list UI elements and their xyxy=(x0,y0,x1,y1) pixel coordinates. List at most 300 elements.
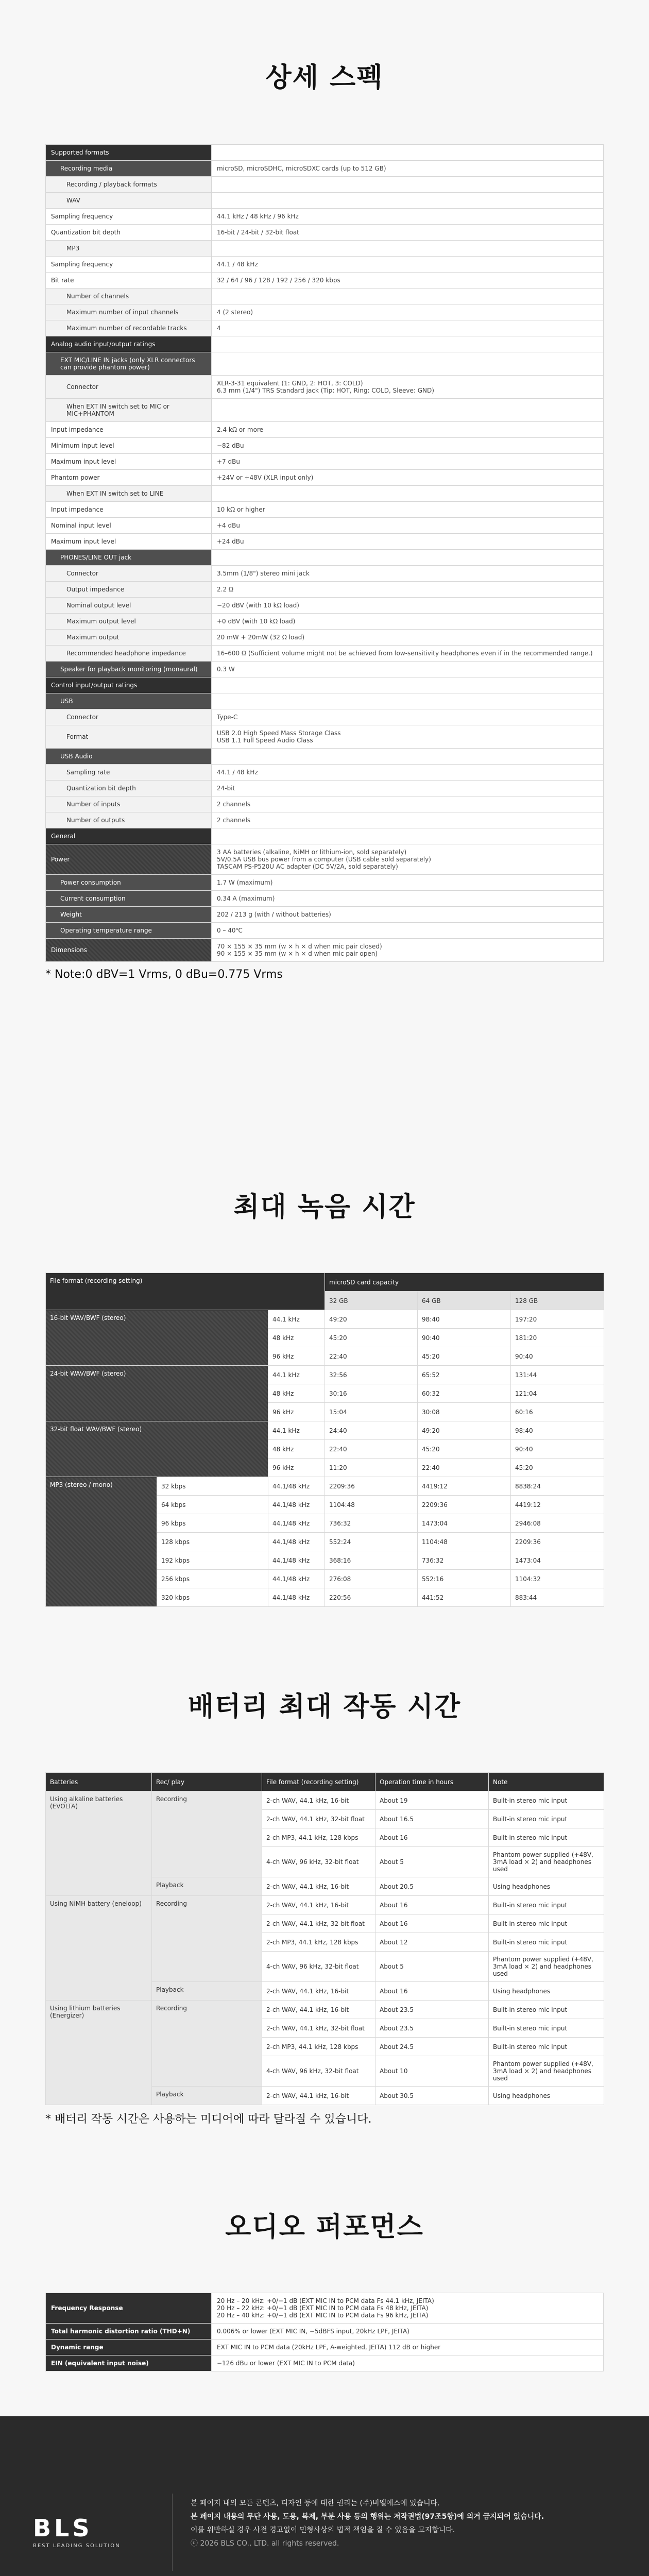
footer-copyright: ⓒ 2026 BLS CO., LTD. all rights reserved. xyxy=(191,2539,339,2548)
spec-row xyxy=(46,923,604,939)
spec-value xyxy=(212,486,604,502)
spec-value: 44.1 kHz / 48 kHz / 96 kHz xyxy=(212,209,604,225)
spec-key: Operating temperature range xyxy=(46,923,212,939)
spec-key: Sampling frequency xyxy=(46,257,212,273)
spec-value xyxy=(212,399,604,422)
battery-mode: Playback xyxy=(152,2087,262,2105)
spec-value: +24V or +48V (XLR input only) xyxy=(212,470,604,486)
capacity-label: 64 GB xyxy=(418,1292,511,1310)
audio-key: Frequency Response xyxy=(46,2293,212,2324)
battery-note-cell: Built-in stereo mic input xyxy=(489,1933,604,1952)
spec-value: −82 dBu xyxy=(212,438,604,454)
spec-value: 4 xyxy=(212,320,604,336)
spec-value: XLR-3-31 equivalent (1: GND, 2: HOT, 3: COLD) 6.3 mm (1/4") TRS Standard jack (Tip: HOT, Ring: COLD, Sleeve: GND) xyxy=(212,376,604,399)
battery-note-cell: Phantom power supplied (+48V, 3mA load × 2) and headphones used xyxy=(489,1952,604,1982)
battery-header: Batteries xyxy=(46,1773,152,1791)
recording-bitrate: 96 kbps xyxy=(157,1514,268,1533)
battery-mode: Recording xyxy=(152,2001,262,2087)
spec-value: 44.1 / 48 kHz xyxy=(212,257,604,273)
audio-section-title: 오디오 퍼포먼스 xyxy=(225,2212,424,2243)
recording-rate: 48 kHz xyxy=(268,1384,325,1403)
spec-value: 16–600 Ω (Sufficient volume might not be achieved from low-sensitivity headphones even if in the recommended range.) xyxy=(212,646,604,662)
spec-value xyxy=(212,550,604,566)
spec-key: PHONES/LINE OUT jack xyxy=(46,550,212,566)
spec-key: Phantom power xyxy=(46,470,212,486)
recording-time-value: 90:40 xyxy=(511,1440,604,1459)
recording-header-format: File format (recording setting) xyxy=(46,1273,325,1310)
spec-key: Recording / playback formats xyxy=(46,177,212,193)
battery-time: About 23.5 xyxy=(375,2001,489,2019)
spec-table xyxy=(45,144,604,962)
recording-rate: 44.1/48 kHz xyxy=(268,1477,325,1496)
spec-value xyxy=(212,828,604,844)
footer-line: 본 페이지 내용의 무단 사용, 도용, 복제, 부분 사용 등의 행위는 저작권법(97조5항)에 의거 금지되어 있습니다. xyxy=(191,2513,544,2521)
recording-rate: 44.1 kHz xyxy=(268,1366,325,1384)
battery-note: * 배터리 작동 시간은 사용하는 미디어에 따라 달라질 수 있습니다. xyxy=(45,2113,372,2126)
audio-row xyxy=(46,2293,604,2324)
recording-time-value: 4419:12 xyxy=(511,1496,604,1514)
battery-format: 2-ch WAV, 44.1 kHz, 16-bit xyxy=(262,1791,375,1810)
recording-format-group: 24-bit WAV/BWF (stereo) xyxy=(46,1366,268,1421)
spec-row xyxy=(46,486,604,502)
spec-value xyxy=(212,193,604,209)
spec-row xyxy=(46,781,604,796)
recording-time-value: 276:08 xyxy=(325,1570,418,1588)
battery-row xyxy=(46,2001,604,2019)
spec-value xyxy=(212,145,604,161)
spec-row xyxy=(46,225,604,241)
spec-value: Type-C xyxy=(212,709,604,725)
recording-row xyxy=(46,1477,604,1496)
spec-row xyxy=(46,907,604,923)
audio-row xyxy=(46,2324,604,2340)
spec-row xyxy=(46,470,604,486)
spec-row xyxy=(46,598,604,614)
recording-rate: 44.1/48 kHz xyxy=(268,1551,325,1570)
spec-value xyxy=(212,241,604,257)
recording-time-value: 22:40 xyxy=(325,1347,418,1366)
battery-format: 2-ch WAV, 44.1 kHz, 16-bit xyxy=(262,1896,375,1914)
recording-row xyxy=(46,1366,604,1384)
battery-type: Using lithium batteries (Energizer) xyxy=(46,2001,152,2105)
recording-time-value: 30:16 xyxy=(325,1384,418,1403)
battery-row xyxy=(46,1896,604,1914)
spec-row xyxy=(46,875,604,891)
battery-time: About 30.5 xyxy=(375,2087,489,2105)
spec-value xyxy=(212,177,604,193)
battery-format: 2-ch WAV, 44.1 kHz, 16-bit xyxy=(262,1877,375,1896)
spec-row xyxy=(46,550,604,566)
recording-bitrate: 320 kbps xyxy=(157,1588,268,1607)
spec-key: Minimum input level xyxy=(46,438,212,454)
battery-mode: Playback xyxy=(152,1877,262,1896)
recording-rate: 96 kHz xyxy=(268,1459,325,1477)
capacity-label: 32 GB xyxy=(325,1292,418,1310)
spec-key: Maximum input level xyxy=(46,454,212,470)
audio-row xyxy=(46,2355,604,2371)
recording-rate: 44.1/48 kHz xyxy=(268,1514,325,1533)
spec-row xyxy=(46,725,604,749)
footer xyxy=(0,2416,649,2576)
spec-section-title: 상세 스펙 xyxy=(265,62,384,93)
battery-mode: Recording xyxy=(152,1896,262,1982)
spec-key: USB Audio xyxy=(46,749,212,765)
battery-time: About 23.5 xyxy=(375,2019,489,2038)
audio-table-container xyxy=(45,2293,604,2371)
battery-mode: Playback xyxy=(152,1982,262,2001)
battery-header: File format (recording setting) xyxy=(262,1773,375,1791)
spec-row xyxy=(46,614,604,630)
recording-time-value: 60:32 xyxy=(418,1384,511,1403)
recording-time-table xyxy=(45,1273,604,1607)
spec-value xyxy=(212,749,604,765)
battery-section-title: 배터리 최대 작동 시간 xyxy=(187,1691,462,1722)
bls-logo xyxy=(33,2514,121,2549)
spec-row xyxy=(46,646,604,662)
recording-time-value: 883:44 xyxy=(511,1588,604,1607)
recording-time-value: 736:32 xyxy=(418,1551,511,1570)
battery-time: About 16 xyxy=(375,1982,489,2001)
recording-time-value: 90:40 xyxy=(418,1329,511,1347)
audio-value: 20 Hz – 20 kHz: +0/−1 dB (EXT MIC IN to PCM data Fs 44.1 kHz, JEITA) 20 Hz – 22 kHz: +0/−1 dB (EXT MIC IN to PCM data Fs 48 kHz, JEITA) 20 Hz – 40 kHz: +0/−1 dB (EXT MIC IN to PCM data Fs 96 kHz, JEITA) xyxy=(212,2293,604,2324)
recording-rate: 44.1/48 kHz xyxy=(268,1533,325,1551)
spec-row xyxy=(46,376,604,399)
recording-time-value: 368:16 xyxy=(325,1551,418,1570)
spec-row xyxy=(46,454,604,470)
recording-bitrate: 256 kbps xyxy=(157,1570,268,1588)
recording-time-value: 552:24 xyxy=(325,1533,418,1551)
spec-key: Sampling frequency xyxy=(46,209,212,225)
spec-key: Maximum number of recordable tracks xyxy=(46,320,212,336)
battery-time: About 16 xyxy=(375,1914,489,1933)
battery-note-cell: Built-in stereo mic input xyxy=(489,2001,604,2019)
recording-time-value: 197:20 xyxy=(511,1310,604,1329)
spec-value: 32 / 64 / 96 / 128 / 192 / 256 / 320 kbps xyxy=(212,273,604,289)
spec-key: Quantization bit depth xyxy=(46,225,212,241)
spec-table-container xyxy=(45,144,604,981)
recording-rate: 48 kHz xyxy=(268,1440,325,1459)
recording-time-value: 131:44 xyxy=(511,1366,604,1384)
recording-rate: 44.1 kHz xyxy=(268,1310,325,1329)
recording-rate: 44.1/48 kHz xyxy=(268,1496,325,1514)
spec-key: Power xyxy=(46,844,212,875)
battery-note-cell: Built-in stereo mic input xyxy=(489,1810,604,1828)
spec-key: Output impedance xyxy=(46,582,212,598)
battery-format: 2-ch WAV, 44.1 kHz, 16-bit xyxy=(262,2087,375,2105)
battery-mode: Recording xyxy=(152,1791,262,1877)
spec-key: Quantization bit depth xyxy=(46,781,212,796)
spec-row xyxy=(46,939,604,962)
spec-value: 0.34 A (maximum) xyxy=(212,891,604,907)
battery-header: Operation time in hours xyxy=(375,1773,489,1791)
spec-key: Weight xyxy=(46,907,212,923)
battery-format: 2-ch WAV, 44.1 kHz, 32-bit float xyxy=(262,1810,375,1828)
spec-value xyxy=(212,289,604,304)
recording-section-title: 최대 녹음 시간 xyxy=(233,1192,416,1223)
recording-bitrate: 32 kbps xyxy=(157,1477,268,1496)
spec-value xyxy=(212,693,604,709)
battery-type: Using NiMH battery (eneloop) xyxy=(46,1896,152,2001)
spec-key: Recommended headphone impedance xyxy=(46,646,212,662)
spec-row xyxy=(46,749,604,765)
spec-key: Connector xyxy=(46,709,212,725)
spec-value xyxy=(212,352,604,376)
spec-key: USB xyxy=(46,693,212,709)
recording-time-value: 65:52 xyxy=(418,1366,511,1384)
spec-value: 10 kΩ or higher xyxy=(212,502,604,518)
battery-row xyxy=(46,1791,604,1810)
recording-time-value: 441:52 xyxy=(418,1588,511,1607)
battery-time: About 16 xyxy=(375,1828,489,1847)
recording-rate: 44.1/48 kHz xyxy=(268,1570,325,1588)
spec-row xyxy=(46,177,604,193)
recording-bitrate: 128 kbps xyxy=(157,1533,268,1551)
battery-note-cell: Built-in stereo mic input xyxy=(489,1828,604,1847)
spec-value: 1.7 W (maximum) xyxy=(212,875,604,891)
footer-divider xyxy=(172,2494,173,2571)
spec-row xyxy=(46,422,604,438)
spec-value: +4 dBu xyxy=(212,518,604,534)
battery-format: 2-ch MP3, 44.1 kHz, 128 kbps xyxy=(262,1933,375,1952)
spec-key: EXT MIC/LINE IN jacks (only XLR connectors can provide phantom power) xyxy=(46,352,212,376)
battery-format: 4-ch WAV, 96 kHz, 32-bit float xyxy=(262,2056,375,2087)
footer-line: 본 페이지 내의 모든 콘텐츠, 디자인 등에 대한 권리는 (주)비엘에스에 있습니다. xyxy=(191,2499,440,2507)
battery-header: Note xyxy=(489,1773,604,1791)
recording-time-value: 2209:36 xyxy=(511,1533,604,1551)
recording-time-value: 32:56 xyxy=(325,1366,418,1384)
recording-time-value: 45:20 xyxy=(418,1440,511,1459)
spec-row xyxy=(46,320,604,336)
recording-time-value: 49:20 xyxy=(418,1421,511,1440)
spec-row xyxy=(46,765,604,781)
spec-value: 70 × 155 × 35 mm (w × h × d when mic pair closed) 90 × 155 × 35 mm (w × h × d when mic pair open) xyxy=(212,939,604,962)
battery-table-container xyxy=(45,1772,604,2126)
logo-tagline: BEST LEADING SOLUTION xyxy=(33,2543,121,2549)
recording-format-group: 32-bit float WAV/BWF (stereo) xyxy=(46,1421,268,1477)
spec-value: +7 dBu xyxy=(212,454,604,470)
spec-key: Analog audio input/output ratings xyxy=(46,336,212,352)
audio-key: Total harmonic distortion ratio (THD+N) xyxy=(46,2324,212,2340)
recording-time-value: 98:40 xyxy=(418,1310,511,1329)
spec-key: Nominal input level xyxy=(46,518,212,534)
recording-header-capacity: microSD card capacity xyxy=(325,1273,604,1292)
spec-key: Recording media xyxy=(46,161,212,177)
spec-key: Maximum number of input channels xyxy=(46,304,212,320)
recording-time-value: 49:20 xyxy=(325,1310,418,1329)
recording-table-container xyxy=(45,1273,604,1607)
battery-time: About 10 xyxy=(375,2056,489,2087)
footer-legal xyxy=(191,2497,544,2550)
spec-value xyxy=(212,677,604,693)
battery-note-cell: Built-in stereo mic input xyxy=(489,2038,604,2056)
audio-value: 0.006% or lower (EXT MIC IN, −5dBFS input, 20kHz LPF, JEITA) xyxy=(212,2324,604,2340)
recording-time-value: 60:16 xyxy=(511,1403,604,1421)
spec-key: Bit rate xyxy=(46,273,212,289)
spec-key: General xyxy=(46,828,212,844)
battery-format: 2-ch WAV, 44.1 kHz, 32-bit float xyxy=(262,2019,375,2038)
recording-time-value: 1104:48 xyxy=(418,1533,511,1551)
battery-note-cell: Using headphones xyxy=(489,2087,604,2105)
battery-format: 2-ch WAV, 44.1 kHz, 16-bit xyxy=(262,1982,375,2001)
recording-time-value: 8838:24 xyxy=(511,1477,604,1496)
spec-value: 2.2 Ω xyxy=(212,582,604,598)
spec-note: * Note:0 dBV=1 Vrms, 0 dBu=0.775 Vrms xyxy=(45,968,283,981)
battery-time-table xyxy=(45,1772,604,2105)
spec-value: 2.4 kΩ or more xyxy=(212,422,604,438)
spec-row xyxy=(46,812,604,828)
audio-row xyxy=(46,2340,604,2355)
recording-time-value: 220:56 xyxy=(325,1588,418,1607)
spec-value: 3.5mm (1/8") stereo mini jack xyxy=(212,566,604,582)
spec-key: MP3 xyxy=(46,241,212,257)
recording-time-value: 15:04 xyxy=(325,1403,418,1421)
recording-time-value: 1104:48 xyxy=(325,1496,418,1514)
recording-rate: 44.1/48 kHz xyxy=(268,1588,325,1607)
battery-note-cell: Phantom power supplied (+48V, 3mA load × 2) and headphones used xyxy=(489,2056,604,2087)
recording-time-value: 2946:08 xyxy=(511,1514,604,1533)
spec-value: −20 dBV (with 10 kΩ load) xyxy=(212,598,604,614)
battery-time: About 12 xyxy=(375,1933,489,1952)
recording-time-value: 45:20 xyxy=(418,1347,511,1366)
audio-value: −126 dBu or lower (EXT MIC IN to PCM data) xyxy=(212,2355,604,2371)
battery-time: About 5 xyxy=(375,1847,489,1877)
battery-note-cell: Using headphones xyxy=(489,1877,604,1896)
audio-key: EIN (equivalent input noise) xyxy=(46,2355,212,2371)
battery-format: 2-ch WAV, 44.1 kHz, 16-bit xyxy=(262,2001,375,2019)
spec-row xyxy=(46,662,604,677)
spec-key: Maximum output xyxy=(46,630,212,646)
spec-key: WAV xyxy=(46,193,212,209)
battery-time: About 16.5 xyxy=(375,1810,489,1828)
audio-performance-table xyxy=(45,2293,604,2371)
spec-row xyxy=(46,336,604,352)
battery-format: 2-ch WAV, 44.1 kHz, 32-bit float xyxy=(262,1914,375,1933)
spec-row xyxy=(46,289,604,304)
recording-time-value: 45:20 xyxy=(511,1459,604,1477)
spec-key: Number of outputs xyxy=(46,812,212,828)
recording-time-value: 1473:04 xyxy=(511,1551,604,1570)
battery-format: 4-ch WAV, 96 kHz, 32-bit float xyxy=(262,1847,375,1877)
spec-value: 44.1 / 48 kHz xyxy=(212,765,604,781)
battery-time: About 16 xyxy=(375,1896,489,1914)
battery-note-cell: Built-in stereo mic input xyxy=(489,1896,604,1914)
recording-time-value: 4419:12 xyxy=(418,1477,511,1496)
spec-key: Maximum input level xyxy=(46,534,212,550)
recording-time-value: 98:40 xyxy=(511,1421,604,1440)
spec-row xyxy=(46,209,604,225)
recording-time-value: 2209:36 xyxy=(325,1477,418,1496)
spec-row xyxy=(46,304,604,320)
spec-key: Format xyxy=(46,725,212,749)
spec-value: 24-bit xyxy=(212,781,604,796)
spec-row xyxy=(46,352,604,376)
recording-time-value: 22:40 xyxy=(325,1440,418,1459)
recording-time-value: 181:20 xyxy=(511,1329,604,1347)
battery-type: Using alkaline batteries (EVOLTA) xyxy=(46,1791,152,1896)
spec-row xyxy=(46,709,604,725)
battery-header: Rec/ play xyxy=(152,1773,262,1791)
recording-time-value: 22:40 xyxy=(418,1459,511,1477)
spec-value: USB 2.0 High Speed Mass Storage Class USB 1.1 Full Speed Audio Class xyxy=(212,725,604,749)
capacity-label: 128 GB xyxy=(511,1292,604,1310)
recording-format-group: 16-bit WAV/BWF (stereo) xyxy=(46,1310,268,1366)
spec-key: Nominal output level xyxy=(46,598,212,614)
recording-time-value: 11:20 xyxy=(325,1459,418,1477)
spec-row xyxy=(46,677,604,693)
spec-value: 0 – 40℃ xyxy=(212,923,604,939)
spec-value: 20 mW + 20mW (32 Ω load) xyxy=(212,630,604,646)
recording-bitrate: 64 kbps xyxy=(157,1496,268,1514)
recording-rate: 96 kHz xyxy=(268,1347,325,1366)
recording-time-value: 30:08 xyxy=(418,1403,511,1421)
recording-bitrate: 192 kbps xyxy=(157,1551,268,1570)
battery-time: About 24.5 xyxy=(375,2038,489,2056)
battery-note-cell: Phantom power supplied (+48V, 3mA load × 2) and headphones used xyxy=(489,1847,604,1877)
spec-row xyxy=(46,145,604,161)
spec-value: +24 dBu xyxy=(212,534,604,550)
spec-row xyxy=(46,161,604,177)
spec-value: 3 AA batteries (alkaline, NiMH or lithium-ion, sold separately) 5V/0.5A USB bus power from a computer (USB cable sold separately) TASCAM PS-P520U AC adapter (DC 5V/2A, sold separately) xyxy=(212,844,604,875)
spec-row xyxy=(46,257,604,273)
battery-time: About 20.5 xyxy=(375,1877,489,1896)
spec-row xyxy=(46,693,604,709)
spec-key: Sampling rate xyxy=(46,765,212,781)
spec-key: Speaker for playback monitoring (monaural) xyxy=(46,662,212,677)
spec-key: Control input/output ratings xyxy=(46,677,212,693)
spec-key: When EXT IN switch set to MIC or MIC+PHANTOM xyxy=(46,399,212,422)
battery-note-cell: Built-in stereo mic input xyxy=(489,2019,604,2038)
spec-row xyxy=(46,438,604,454)
spec-key: Power consumption xyxy=(46,875,212,891)
recording-row xyxy=(46,1421,604,1440)
spec-key: Input impedance xyxy=(46,502,212,518)
recording-time-value: 736:32 xyxy=(325,1514,418,1533)
battery-format: 4-ch WAV, 96 kHz, 32-bit float xyxy=(262,1952,375,1982)
spec-value: 16-bit / 24-bit / 32-bit float xyxy=(212,225,604,241)
spec-key: Input impedance xyxy=(46,422,212,438)
spec-row xyxy=(46,518,604,534)
spec-value: 4 (2 stereo) xyxy=(212,304,604,320)
spec-row xyxy=(46,399,604,422)
spec-key: Current consumption xyxy=(46,891,212,907)
spec-row xyxy=(46,502,604,518)
spec-row xyxy=(46,241,604,257)
spec-value: +0 dBV (with 10 kΩ load) xyxy=(212,614,604,630)
logo-mark: BLS xyxy=(33,2514,93,2542)
spec-row xyxy=(46,828,604,844)
spec-row xyxy=(46,891,604,907)
spec-row xyxy=(46,844,604,875)
battery-format: 2-ch MP3, 44.1 kHz, 128 kbps xyxy=(262,1828,375,1847)
recording-time-value: 552:16 xyxy=(418,1570,511,1588)
spec-key: Connector xyxy=(46,376,212,399)
recording-rate: 44.1 kHz xyxy=(268,1421,325,1440)
spec-key: Number of channels xyxy=(46,289,212,304)
spec-value: microSD, microSDHC, microSDXC cards (up to 512 GB) xyxy=(212,161,604,177)
battery-note-cell: Built-in stereo mic input xyxy=(489,1791,604,1810)
recording-time-value: 45:20 xyxy=(325,1329,418,1347)
spec-value: 202 / 213 g (with / without batteries) xyxy=(212,907,604,923)
recording-row xyxy=(46,1310,604,1329)
recording-format-group: MP3 (stereo / mono) xyxy=(46,1477,157,1607)
spec-row xyxy=(46,630,604,646)
spec-value: 0.3 W xyxy=(212,662,604,677)
audio-key: Dynamic range xyxy=(46,2340,212,2355)
battery-time: About 5 xyxy=(375,1952,489,1982)
spec-row xyxy=(46,534,604,550)
battery-time: About 19 xyxy=(375,1791,489,1810)
spec-row xyxy=(46,193,604,209)
